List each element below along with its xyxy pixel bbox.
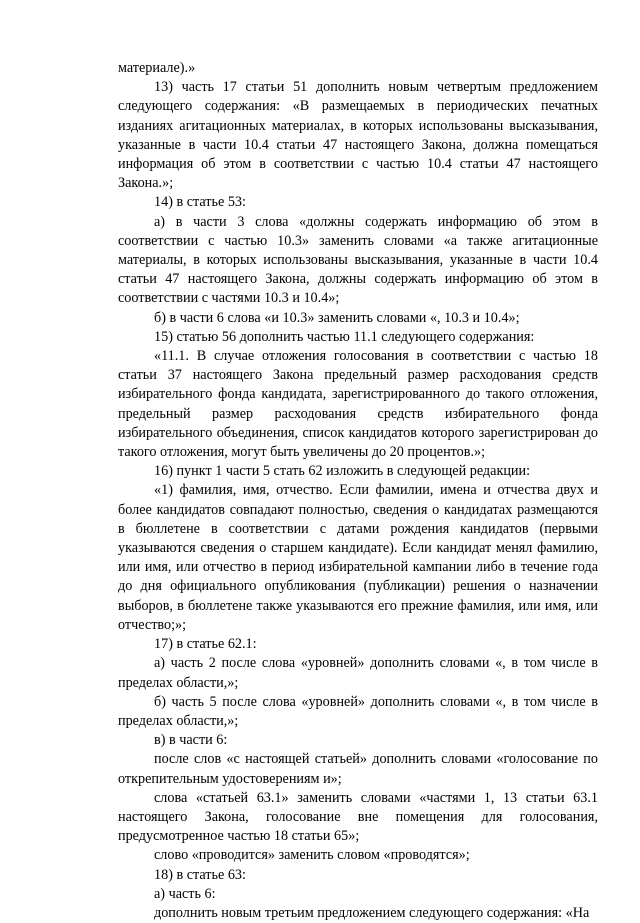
paragraph-11: б) часть 5 после слова «уровней» дополнить словами «, в том числе в пределах области,»; — [118, 693, 598, 729]
paragraph-9: 17) в статье 62.1: — [154, 636, 257, 653]
paragraph-18: дополнить новым третьим предложением следующего содержания: «На — [154, 904, 590, 921]
paragraph-15: слово «проводится» заменить словом «проводятся»; — [154, 847, 470, 864]
paragraph-17: а) часть 6: — [154, 885, 216, 902]
paragraph-2: 14) в статье 53: — [154, 194, 246, 211]
paragraph-12: в) в части 6: — [154, 732, 228, 749]
paragraph-16: 18) в статье 63: — [154, 866, 246, 883]
paragraph-13: после слов «с настоящей статьей» дополнить словами «голосование по открепительным удостоверениям и»; — [118, 751, 598, 787]
paragraph-10: а) часть 2 после слова «уровней» дополнить словами «, в том числе в пределах области,»; — [118, 655, 598, 691]
paragraph-1: 13) часть 17 статьи 51 дополнить новым четвертым предложением следующего содержания: «В размещаемых в периодических печатных изданиях агитационных материалах, в которых использованы высказывания, указанные в части 10.4 статьи 47 настоящего Закона, должна помещаться информация об этом в соответствии с частью 10.4 статьи 47 настоящего Закона.»; — [118, 79, 598, 192]
paragraph-7: 16) пункт 1 части 5 стать 62 изложить в следующей редакции: — [154, 463, 531, 480]
paragraph-14: слова «статьей 63.1» заменить словами «частями 1, 13 статьи 63.1 настоящего Закона, голосование вне помещения для голосования, предусмотренное частью 18 статьи 65»; — [118, 789, 598, 845]
document-page — [118, 59, 598, 923]
paragraph-0: материале).» — [118, 60, 196, 76]
paragraph-3: а) в части 3 слова «должны содержать информацию об этом в соответствии с частью 10.3» заменить словами «а также агитационные материалы, в которых использованы высказывания, указанные в части 10.4 статьи 47 настоящего Закона, должны содержать информацию об этом в соответствии с частями 10.3 и 10.4»; — [118, 213, 598, 307]
paragraph-4: б) в части 6 слова «и 10.3» заменить словами «, 10.3 и 10.4»; — [154, 309, 520, 326]
paragraph-5: 15) статью 56 дополнить частью 11.1 следующего содержания: — [154, 328, 535, 345]
paragraph-8: «1) фамилия, имя, отчество. Если фамилии, имена и отчества двух и более кандидатов совпадают полностью, сведения о кандидатах размещаются в бюллетене в соответствии с датами рождения кандидатов (первыми указываются сведения о старшем кандидате). Если кандидат менял фамилию, или имя, или отчество в период избирательной кампании либо в течение года до дня официального опубликования (публикации) решения о назначении выборов, в бюллетене также указываются его прежние фамилия, или имя, или отчество;»; — [118, 482, 598, 633]
paragraph-6: «11.1. В случае отложения голосования в соответствии с частью 18 статьи 37 настоящего Закона предельный размер расходования средств избирательного фонда кандидата, зарегистрированного до такого отложения, предельный размер расходования средств избирательного фонда избирательного объединения, список кандидатов которого зарегистрирован до такого отложения, могут быть увеличены до 20 процентов.»; — [118, 348, 598, 461]
